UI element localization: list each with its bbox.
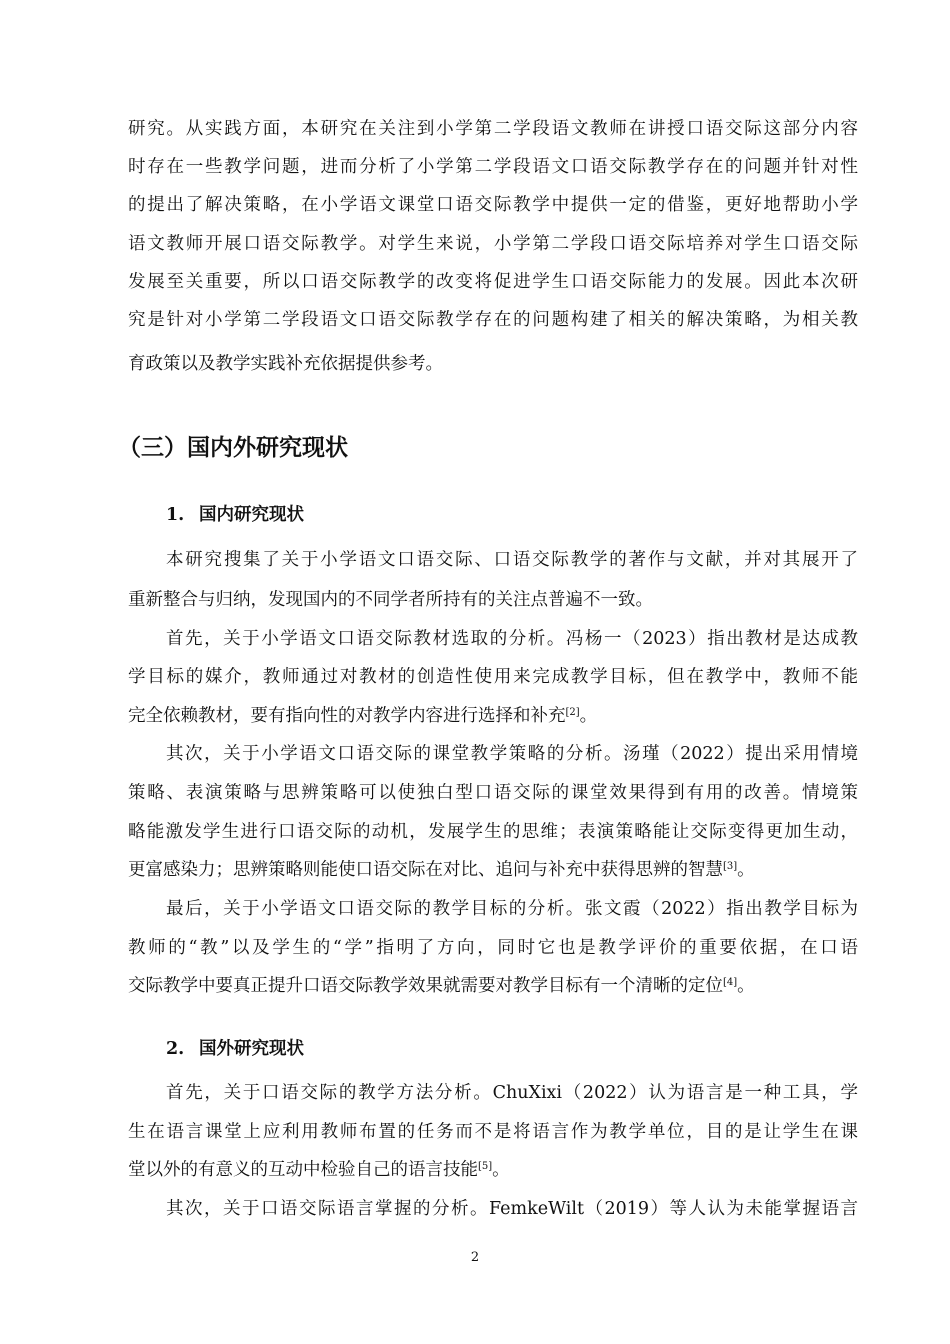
end-punct: 。 — [737, 976, 755, 996]
citation-2: [2] — [565, 707, 580, 718]
subsection-heading-domestic — [166, 505, 304, 525]
domestic-p1-line-2: 重新整合与归纳，发现国内的不同学者所持有的关注点普遍不一致。 — [128, 590, 653, 610]
foreign-p1-line-3 — [128, 1160, 858, 1180]
domestic-p2-line-1: 首先，关于小学语文口语交际教材选取的分析。冯杨一（2023）指出教材是达成教 — [166, 629, 858, 649]
subsection-title: 国内研究现状 — [199, 505, 304, 525]
foreign-p1-line-2: 生在语言课堂上应利用教师布置的任务而不是将语言作为教学单位，目的是让学生在课 — [128, 1122, 858, 1142]
subsection-number: 2. — [166, 1039, 185, 1059]
section-heading: （三）国内外研究现状 — [118, 434, 348, 461]
line-text: 堂以外的有意义的互动中检验自己的语言技能 — [128, 1160, 478, 1180]
domestic-p4-line-1: 最后，关于小学语文口语交际的教学目标的分析。张文霞（2022）指出教学目标为 — [166, 899, 858, 919]
line-text: 交际教学中要真正提升口语交际教学效果就需要对教学目标有一个清晰的定位 — [128, 976, 723, 996]
domestic-p3-line-1: 其次，关于小学语文口语交际的课堂教学策略的分析。汤瑾（2022）提出采用情境 — [166, 744, 858, 764]
domestic-p3-line-3: 略能激发学生进行口语交际的动机，发展学生的思维；表演策略能让交际变得更加生动， — [128, 822, 858, 842]
intro-line-7: 育政策以及教学实践补充依据提供参考。 — [128, 354, 443, 374]
end-punct: 。 — [492, 1160, 510, 1180]
subsection-number: 1. — [166, 505, 185, 525]
intro-line-1: 研究。从实践方面，本研究在关注到小学第二学段语文教师在讲授口语交际这部分内容 — [128, 119, 858, 139]
end-punct: 。 — [579, 706, 598, 726]
domestic-p4-line-2: 教师的“教”以及学生的“学”指明了方向，同时它也是教学评价的重要依据，在口语 — [128, 938, 858, 958]
line-text: 更富感染力；思辨策略则能使口语交际在对比、追问与补充中获得思辨的智慧 — [128, 860, 723, 880]
page-number: 2 — [470, 1250, 480, 1265]
citation-4: [4] — [723, 977, 738, 988]
domestic-p3-line-4 — [128, 860, 858, 880]
intro-line-4: 语文教师开展口语交际教学。对学生来说，小学第二学段口语交际培养对学生口语交际 — [128, 234, 858, 254]
domestic-p2-line-2: 学目标的媒介，教师通过对教材的创造性使用来完成教学目标，但在教学中，教师不能 — [128, 667, 858, 687]
line-text: 完全依赖教材，要有指向性的对教学内容进行选择和补充 — [128, 706, 566, 726]
end-punct: 。 — [737, 860, 755, 880]
foreign-p1-line-1: 首先，关于口语交际的教学方法分析。ChuXixi（2022）认为语言是一种工具，学 — [166, 1083, 858, 1103]
subsection-title: 国外研究现状 — [199, 1039, 304, 1059]
intro-line-5: 发展至关重要，所以口语交际教学的改变将促进学生口语交际能力的发展。因此本次研 — [128, 272, 858, 292]
intro-line-6: 究是针对小学第二学段语文口语交际教学存在的问题构建了相关的解决策略，为相关教 — [128, 310, 858, 330]
foreign-p2-line-1: 其次，关于口语交际语言掌握的分析。FemkeWilt（2019）等人认为未能掌握语言 — [166, 1199, 858, 1219]
intro-line-2: 时存在一些教学问题，进而分析了小学第二学段语文口语交际教学存在的问题并针对性 — [128, 157, 858, 177]
intro-line-3: 的提出了解决策略，在小学语文课堂口语交际教学中提供一定的借鉴，更好地帮助小学 — [128, 195, 858, 215]
domestic-p4-line-3 — [128, 976, 858, 996]
citation-3: [3] — [723, 861, 738, 872]
subsection-heading-foreign — [166, 1039, 304, 1059]
domestic-p1-line-1: 本研究搜集了关于小学语文口语交际、口语交际教学的著作与文献，并对其展开了 — [166, 550, 858, 570]
domestic-p2-line-3 — [128, 706, 858, 726]
citation-5: [5] — [478, 1161, 493, 1172]
domestic-p3-line-2: 策略、表演策略与思辨策略可以使独白型口语交际的课堂效果得到有用的改善。情境策 — [128, 783, 858, 803]
